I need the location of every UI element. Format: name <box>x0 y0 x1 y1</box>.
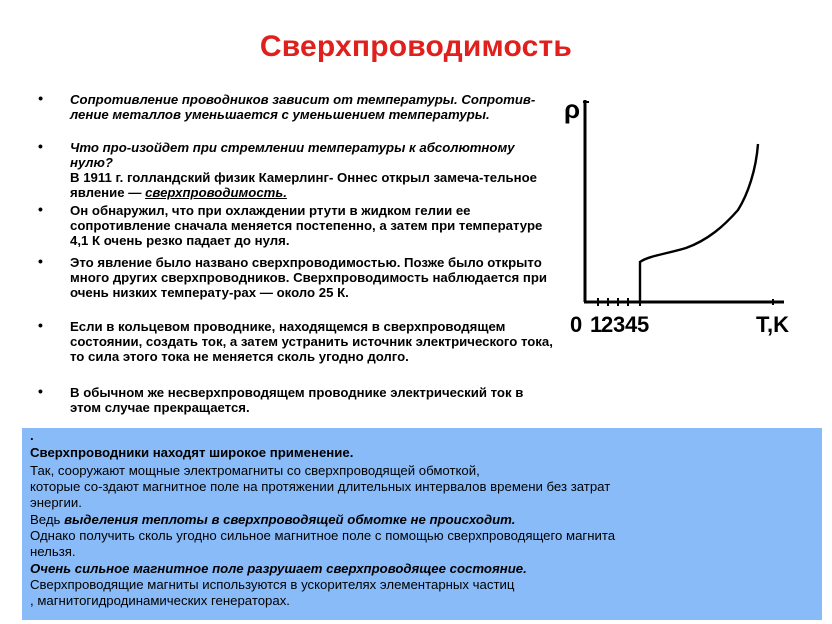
panel-line: которые со-здают магнитное поле на протяжении длительных интервалов времени без затрат <box>30 479 611 494</box>
tick-label-4: 4 <box>625 312 638 337</box>
panel-line: нельзя. <box>30 544 76 559</box>
panel-line: Так, сооружают мощные электромагниты со сверхпроводящей обмоткой, <box>30 463 480 478</box>
x-axis-label: T,K <box>756 312 789 337</box>
bullet-text: Сопротивление проводников зависит от температуры. Сопротив-ление металлов уменьшается с уменьшением температуры. <box>70 92 536 122</box>
bullet-item <box>38 92 558 140</box>
panel-line: , магнитогидродинамических генераторах. <box>30 593 290 608</box>
resistance-temperature-graph <box>556 92 796 342</box>
panel-emphasis-line: Очень сильное магнитное поле разрушает сверхпроводящее состояние. <box>30 561 527 576</box>
bullet-text: Он обнаружил, что при охлаждении ртути в жидком гелии ее сопротивление сначала меняется постепенно, а затем при температуре 4,1 К очень резко падает до нуля. <box>70 203 543 248</box>
panel-line: энергии. <box>30 495 82 510</box>
bullet-dot: • <box>38 383 43 399</box>
bullet-item <box>38 255 558 319</box>
bullet-item <box>38 203 558 255</box>
panel-heading: Сверхпроводники находят широкое применение. <box>30 445 354 460</box>
superconductivity-term: сверхпроводимость. <box>145 185 287 200</box>
panel-line: Сверхпроводящие магниты используются в ускорителях элементарных частиц <box>30 577 515 592</box>
panel-line-emphasis: выделения теплоты в сверхпроводящей обмотке не происходит. <box>64 512 516 527</box>
bullet-item <box>38 385 558 415</box>
bullet-item <box>38 319 558 385</box>
bullet-item <box>38 140 558 203</box>
tick-label-5: 5 <box>637 312 650 337</box>
bullet-text: В обычном же несверхпроводящем проводнике электрический ток в этом случае прекращается. <box>70 385 524 415</box>
tick-label-3: 3 <box>613 312 626 337</box>
bullet-text: В 1911 г. голландский физик Камерлинг- Оннес открыл замеча-тельное явление — <box>70 170 537 200</box>
y-axis-label: ρ <box>564 94 581 124</box>
tick-label-1: 1 <box>590 312 603 337</box>
bullet-dot: • <box>38 253 43 269</box>
tick-label-0: 0 <box>570 312 583 337</box>
bullet-text: Если в кольцевом проводнике, находящемся в сверхпроводящем состоянии, создать ток, а затем устранить источник электрического тока, то сила этого тока не меняется сколь угодно долго. <box>70 319 553 364</box>
bullet-dot: • <box>38 90 43 106</box>
bullet-text: Это явление было названо сверхпроводимостью. Позже было открыто много других сверхпроводников. Сверхпроводимость наблюдается при очень низких температу-рах — около 25 К. <box>70 255 548 300</box>
bullet-list <box>38 92 558 415</box>
bullet-question: Что про-изойдет при стремлении температуры к абсолютному нулю? <box>70 140 515 170</box>
panel-line <box>30 512 515 527</box>
slide-title: Сверхпроводимость <box>259 30 573 63</box>
bullet-dot: • <box>38 317 43 333</box>
bullet-dot: • <box>38 138 43 154</box>
tick-label-2: 2 <box>601 312 614 337</box>
panel-line-prefix: Ведь <box>30 512 65 527</box>
applications-panel <box>22 428 822 620</box>
panel-dot: . <box>30 428 34 443</box>
resistance-curve <box>640 144 758 302</box>
panel-line: Однако получить сколь угодно сильное магнитное поле с помощью сверхпроводящего магнита <box>30 528 616 543</box>
bullet-dot: • <box>38 201 43 217</box>
